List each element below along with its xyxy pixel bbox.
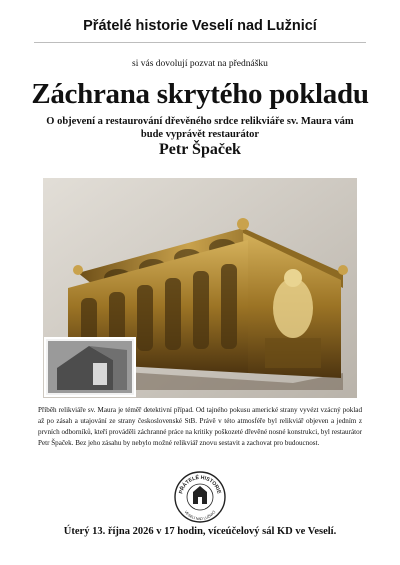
society-logo [173,470,227,524]
lecture-description: Příběh relikviáře sv. Maura je téměř detektivní případ. Od tajného pokusu americké strany vyvézt vzácný poklad až po zásah a utajování ze strany československé StB. Právě v této atmosféře byl relikviář objeven a jedním z prvních odborníků, kteří prováděli záchranné práce na kritiky poškozeté dřevěné nosné konstrukci, byl restaurátor Petr Špaček. Bez jeho zásahu by nebylo možné relikviář znovu sestavit a zachovat pro budoucnost. [38,406,362,447]
lecture-title: Záchrana skrytého pokladu [31,78,369,110]
subtitle-line-2: bude vyprávět restaurátor [140,129,260,140]
invitation-text: si vás dovolují pozvat na přednášku [132,59,268,69]
header-divider [34,42,366,43]
reliquary-photo [43,178,357,398]
lecture-subtitle [34,115,366,141]
logo-arc-text: PŘÁTELÉ HISTORIE [178,474,222,495]
subtitle-line-1: O objevení a restaurování dřevěného srdce relikviáře sv. Maura vám [46,116,354,127]
event-datetime: Úterý 13. října 2026 v 17 hodin, víceúčelový sál KD ve Veselí. [63,526,337,537]
speaker-name: Petr Špaček [159,141,241,158]
organizer-name: Přátelé historie Veselí nad Lužnicí [83,18,317,34]
logo-bottom-text: VESELÍ NAD LUŽNICÍ [183,510,217,522]
